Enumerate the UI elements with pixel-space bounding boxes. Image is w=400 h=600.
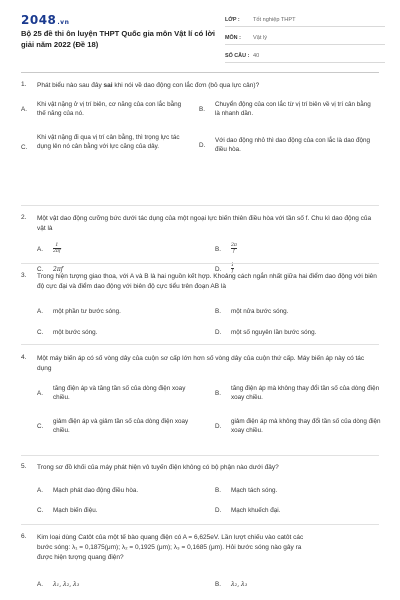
option-letter: B. <box>215 246 221 253</box>
question-text <box>37 81 377 91</box>
question-number: 2. <box>21 214 27 221</box>
question-separator <box>21 263 379 264</box>
question-text-content: Phát biểu nào sau đây sai khi nói về dao động con lắc đơn (bỏ qua lực cản)? <box>37 82 260 89</box>
fraction-denominator: f <box>231 248 237 254</box>
question-text-line: bước sóng: λ₁ = 0,1875(μm); λ₂ = 0,1925 (μm); λ₃ = 0,1685 (μm). Hỏi bước sóng nào gây ra <box>37 544 302 551</box>
option-text: một phần tư bước sóng. <box>53 308 121 315</box>
option-text: Mạch biến điệu. <box>53 507 98 514</box>
logo-text: 2048 <box>21 13 57 27</box>
option-letter: D. <box>215 423 222 430</box>
question-text: Trong sơ đồ khối của máy phát hiện vô tuyến điện không có bộ phận nào dưới đây? <box>37 464 279 471</box>
option-text: một bước sóng. <box>53 329 98 336</box>
option-letter: A. <box>37 246 43 253</box>
option-text: giảm điện áp mà không thay đổi tần số của dòng điện xoay chiều. <box>231 418 381 434</box>
option-letter: C. <box>37 507 44 514</box>
option-letter: B. <box>215 487 221 494</box>
question-text: Một vật dao động cưỡng bức dưới tác dụng của một ngoại lực biến thiên điều hòa với tần số f. Chu kì dao động của vật là <box>37 215 372 232</box>
meta-row-count <box>225 49 385 63</box>
question-4 <box>21 354 381 449</box>
question-separator <box>21 455 379 456</box>
option-text: Với dao động nhỏ thì dao động của con lắc là dao động điều hòa. <box>215 137 371 153</box>
option-formula: 2πf <box>53 266 63 273</box>
meta-key: SỐ CÂU : <box>225 52 250 59</box>
question-3 <box>21 272 381 342</box>
fraction-numerator: 1 <box>55 243 59 248</box>
question-1 <box>21 81 381 181</box>
option-letter: B. <box>199 106 205 113</box>
option-letter: A. <box>37 390 43 397</box>
question-5 <box>21 463 381 523</box>
fraction-numerator: 2π <box>231 243 237 248</box>
question-text: Một máy biến áp có số vòng dây của cuộn sơ cấp lớn hơn số vòng dây của cuộn thứ cấp. Máy biến áp này có tác dụng <box>37 355 365 372</box>
option-letter: B. <box>215 308 221 315</box>
meta-value: 40 <box>253 52 260 59</box>
option-letter: B. <box>215 390 221 397</box>
option-letter: A. <box>37 487 43 494</box>
document-title: Bộ 25 đề thi ôn luyện THPT Quốc gia môn Vật lí có lời giải năm 2022 (Đề 18) <box>21 29 215 49</box>
option-text: một số nguyên lần bước sóng. <box>231 329 317 336</box>
option-text: giảm điện áp và giảm tần số của dòng điện xoay chiều. <box>53 418 189 434</box>
question-text: Trong hiện tượng giao thoa, với A và B là hai nguồn kết hợp. Khoảng cách ngắn nhất giữa hai điểm dao động với biên độ cực đại và điểm dao động với biên độ cực tiểu trên đoạn AB là <box>37 273 377 290</box>
option-letter: C. <box>37 329 44 336</box>
option-letter: A. <box>37 581 43 588</box>
question-number: 5. <box>21 463 27 470</box>
option-text: Mạch khuếch đại. <box>231 507 281 514</box>
option-letter: A. <box>21 106 27 113</box>
question-6 <box>21 533 381 600</box>
meta-value: Vật lý <box>253 34 267 41</box>
fraction-denominator: f <box>231 269 234 274</box>
meta-value: Tốt nghiệp THPT <box>253 16 296 23</box>
option-text: Chuyển động của con lắc từ vị trí biên về vị trí cân bằng là nhanh dần. <box>215 101 371 117</box>
question-number: 4. <box>21 354 27 361</box>
option-formula <box>53 243 203 254</box>
option-letter: C. <box>37 423 44 430</box>
meta-key: MÔN : <box>225 34 241 41</box>
question-separator <box>21 344 379 345</box>
meta-row-subject <box>225 31 385 45</box>
option-formula <box>231 243 381 254</box>
option-letter: C. <box>21 144 28 151</box>
header-divider <box>21 72 379 73</box>
option-text: Mạch phát dao động điều hòa. <box>53 487 139 494</box>
option-text: Khi vật nặng đi qua vị trí cân bằng, thì trọng lực tác dụng lên nó cân bằng với lực căng của dây. <box>37 134 180 150</box>
option-letter: D. <box>199 142 206 149</box>
question-number: 3. <box>21 272 27 279</box>
site-logo[interactable] <box>21 13 69 27</box>
option-letter: A. <box>37 308 43 315</box>
question-text-line: được hiện tượng quang điện? <box>37 554 124 561</box>
option-letter: B. <box>215 581 221 588</box>
question-number: 6. <box>21 533 27 540</box>
question-text <box>37 533 377 563</box>
option-letter: D. <box>215 266 222 273</box>
document-meta <box>225 13 385 67</box>
option-letter: D. <box>215 507 222 514</box>
question-text-line: Kim loại dùng Catôt của một tế bào quang điện có A = 6,625eV. Lần lượt chiếu vào catôt các <box>37 534 304 541</box>
meta-row-class <box>225 13 385 27</box>
emphasis-word: sai <box>103 82 113 89</box>
question-separator <box>21 524 379 525</box>
option-formula: λ₂, λ₃ <box>231 581 248 588</box>
option-text: Khi vật nặng ở vị trí biên, cơ năng của con lắc bằng thế năng của nó. <box>37 101 182 117</box>
question-2 <box>21 214 381 274</box>
option-text: tăng điện áp và tăng tần số của dòng điện xoay chiều. <box>53 385 186 401</box>
option-letter: C. <box>37 266 44 273</box>
option-text: một nửa bước sóng. <box>231 308 289 315</box>
fraction-denominator: 2πf <box>53 249 61 254</box>
option-text: tăng điện áp mà không thay đổi tần số của dòng điện xoay chiều. <box>231 385 380 401</box>
meta-key: LỚP : <box>225 16 240 23</box>
logo-suffix: .vn <box>57 19 70 26</box>
option-text: Mạch tách sóng. <box>231 487 278 494</box>
option-formula: λ₁, λ₂, λ₃ <box>53 581 80 588</box>
option-letter: D. <box>215 329 222 336</box>
question-number: 1. <box>21 81 27 88</box>
question-separator <box>21 205 379 206</box>
fraction-numerator: 1 <box>231 263 234 268</box>
